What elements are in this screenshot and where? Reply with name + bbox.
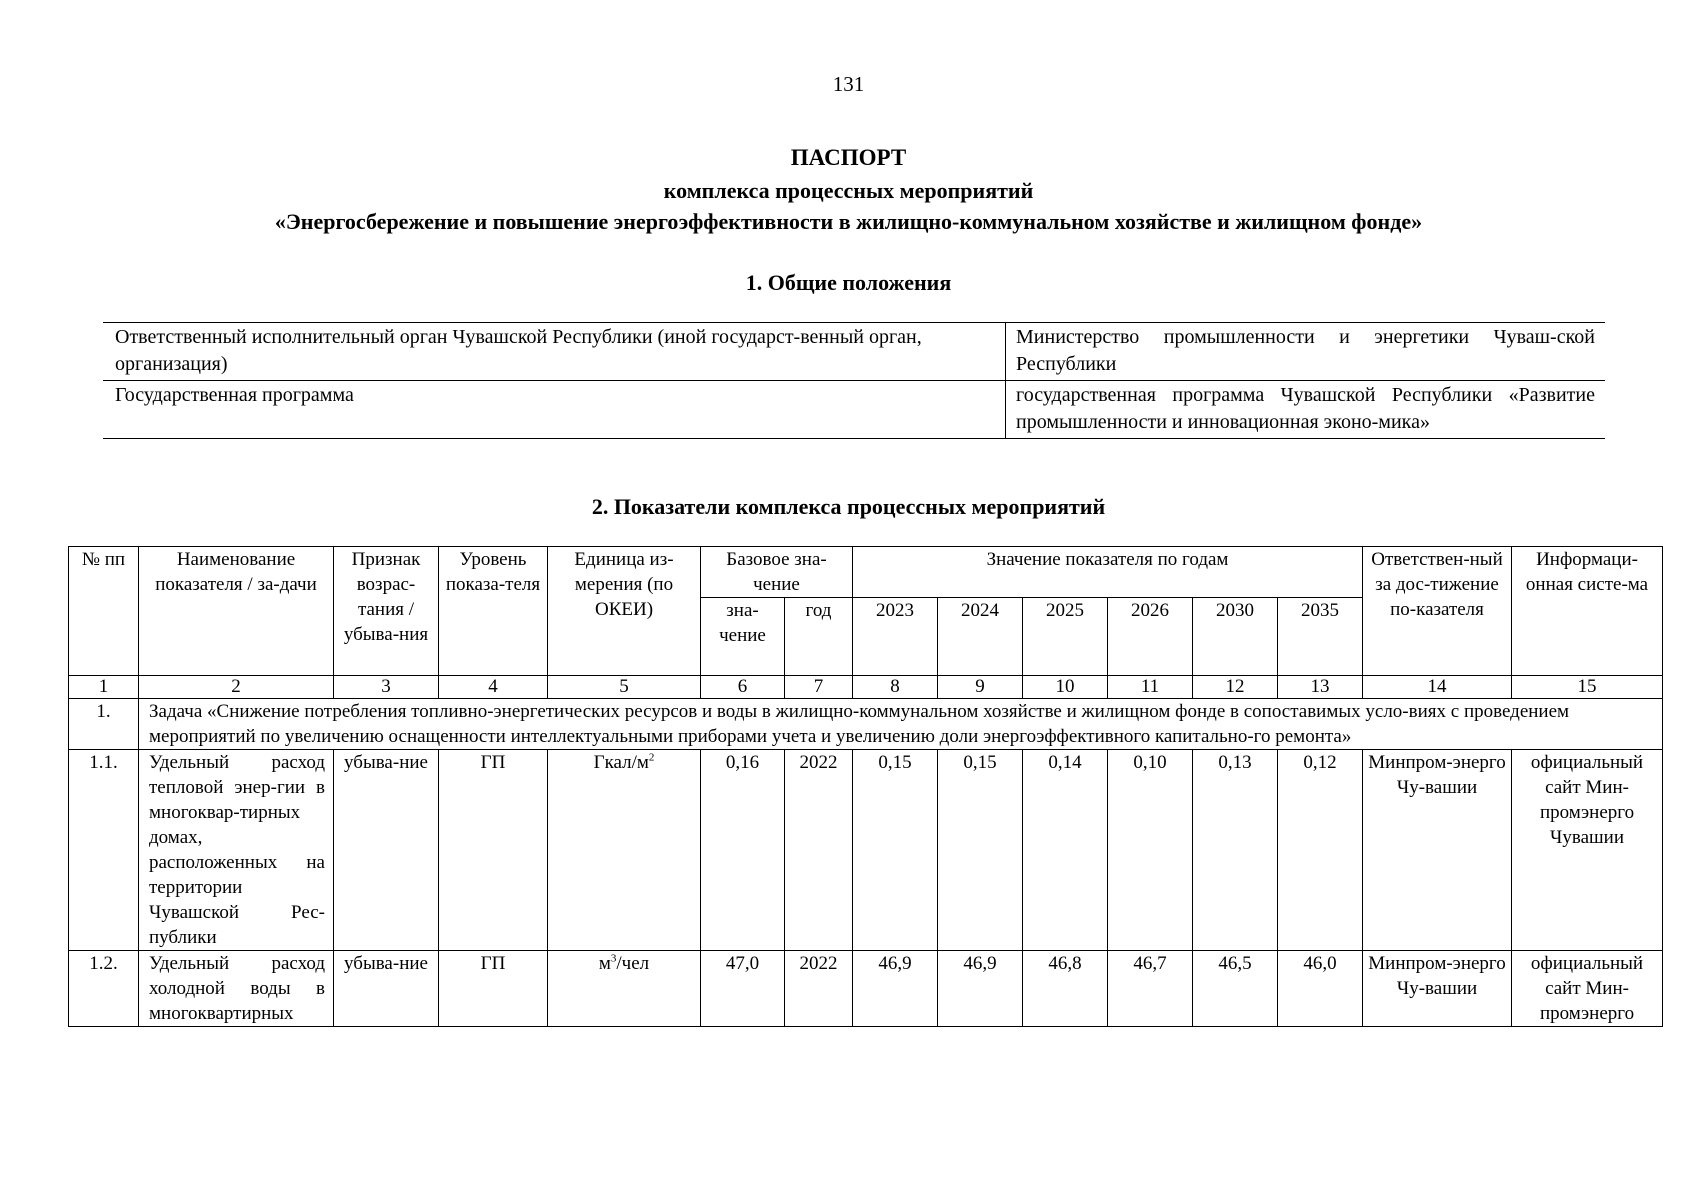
header-years-group: Значение показателя по годам xyxy=(853,547,1363,598)
indicator-name: Удельный расход тепловой энер-гии в многоквар-тирных домах, расположенных на территории Чувашской Рес-публики xyxy=(139,750,334,951)
column-number: 4 xyxy=(439,676,548,699)
column-number: 8 xyxy=(853,676,938,699)
indicator-sign: убыва-ние xyxy=(334,750,439,951)
indicator-base-value: 47,0 xyxy=(701,951,785,1027)
indicator-level: ГП xyxy=(439,750,548,951)
header-row xyxy=(69,547,1663,598)
column-number: 13 xyxy=(1278,676,1363,699)
indicator-sign: убыва-ние xyxy=(334,951,439,1027)
column-number: 3 xyxy=(334,676,439,699)
indicator-unit xyxy=(548,951,701,1027)
row-label: Государственная программа xyxy=(103,381,1006,439)
indicator-value: 46,5 xyxy=(1193,951,1278,1027)
unit-suffix: /чел xyxy=(616,953,650,974)
header-year: 2024 xyxy=(938,598,1023,676)
indicator-info-system: официальный сайт Мин-промэнерго Чувашии xyxy=(1512,750,1663,951)
general-provisions-table xyxy=(103,322,1605,439)
header-responsible: Ответствен-ный за дос-тижение по-казателя xyxy=(1363,547,1512,676)
header-year: 2023 xyxy=(853,598,938,676)
column-number: 11 xyxy=(1108,676,1193,699)
indicator-value: 46,9 xyxy=(938,951,1023,1027)
table-row xyxy=(103,381,1605,439)
header-year: 2026 xyxy=(1108,598,1193,676)
header-info-system: Информаци-онная систе-ма xyxy=(1512,547,1663,676)
column-number: 7 xyxy=(785,676,853,699)
indicator-unit xyxy=(548,750,701,951)
unit-base: м xyxy=(598,953,611,974)
page-number: 131 xyxy=(832,72,865,96)
table-row xyxy=(69,750,1663,951)
task-text: Задача «Снижение потребления топливно-энергетических ресурсов и воды в жилищно-коммунальном хозяйстве и жилищном фонде в сопоставимых усло-виях с проведением мероприятий по увеличению оснащенности интеллектуальными приборами учета и увеличению доли энергоэффективного капитально-го ремонта» xyxy=(139,699,1663,750)
header-year: 2025 xyxy=(1023,598,1108,676)
header-name: Наименование показателя / за-дачи xyxy=(139,547,334,676)
document-subtitle: комплекса процессных мероприятий xyxy=(663,178,1034,203)
indicator-value: 46,7 xyxy=(1108,951,1193,1027)
indicator-value: 0,13 xyxy=(1193,750,1278,951)
indicator-num: 1.1. xyxy=(69,750,139,951)
column-number: 1 xyxy=(69,676,139,699)
indicator-value: 0,15 xyxy=(938,750,1023,951)
row-value: государственная программа Чувашской Республики «Развитие промышленности и инновационная эконо-мика» xyxy=(1006,381,1606,439)
document-title: ПАСПОРТ xyxy=(790,145,907,170)
header-year: 2030 xyxy=(1193,598,1278,676)
column-number: 14 xyxy=(1363,676,1512,699)
section1-heading: 1. Общие положения xyxy=(745,270,952,295)
indicator-base-year: 2022 xyxy=(785,951,853,1027)
header-year: 2035 xyxy=(1278,598,1363,676)
column-number: 15 xyxy=(1512,676,1663,699)
indicator-base-year: 2022 xyxy=(785,750,853,951)
column-number: 5 xyxy=(548,676,701,699)
header-num: № пп xyxy=(69,547,139,676)
unit-superscript: 2 xyxy=(648,751,655,764)
indicator-level: ГП xyxy=(439,951,548,1027)
indicator-value: 0,15 xyxy=(853,750,938,951)
unit-superscript: 3 xyxy=(610,952,617,965)
indicator-value: 0,14 xyxy=(1023,750,1108,951)
indicator-responsible: Минпром-энерго Чу-вашии xyxy=(1363,750,1512,951)
row-value: Министерство промышленности и энергетики Чуваш-ской Республики xyxy=(1006,323,1606,381)
indicator-value: 0,10 xyxy=(1108,750,1193,951)
table-row xyxy=(69,951,1663,1027)
section2-heading: 2. Показатели комплекса процессных мероприятий xyxy=(591,494,1106,519)
indicator-name: Удельный расход холодной воды в многоквартирных xyxy=(139,951,334,1027)
indicator-value: 46,0 xyxy=(1278,951,1363,1027)
header-unit: Единица из-мерения (по ОКЕИ) xyxy=(548,547,701,676)
column-number: 9 xyxy=(938,676,1023,699)
header-base: Базовое зна-чение xyxy=(701,547,853,598)
task-num: 1. xyxy=(69,699,139,750)
indicator-value: 46,9 xyxy=(853,951,938,1027)
complex-name: «Энергосбережение и повышение энергоэффективности в жилищно-коммунальном хозяйстве и жилищном фонде» xyxy=(274,209,1423,234)
indicator-value: 46,8 xyxy=(1023,951,1108,1027)
column-number: 12 xyxy=(1193,676,1278,699)
indicator-value: 0,12 xyxy=(1278,750,1363,951)
header-level: Уровень показа-теля xyxy=(439,547,548,676)
column-number: 2 xyxy=(139,676,334,699)
row-label: Ответственный исполнительный орган Чувашской Республики (иной государст-венный орган, организация) xyxy=(103,323,1006,381)
indicator-base-value: 0,16 xyxy=(701,750,785,951)
header-base-value: зна-чение xyxy=(701,598,785,676)
indicator-num: 1.2. xyxy=(69,951,139,1027)
indicator-info-system: официальный сайт Мин-промэнерго xyxy=(1512,951,1663,1027)
indicator-responsible: Минпром-энерго Чу-вашии xyxy=(1363,951,1512,1027)
indicators-table xyxy=(68,546,1663,1027)
table-row xyxy=(103,323,1605,381)
header-base-year: год xyxy=(785,598,853,676)
column-number: 6 xyxy=(701,676,785,699)
column-numbers-row xyxy=(69,676,1663,699)
column-number: 10 xyxy=(1023,676,1108,699)
task-row xyxy=(69,699,1663,750)
unit-base: Гкал/м xyxy=(593,752,649,773)
header-sign: Признак возрас-тания / убыва-ния xyxy=(334,547,439,676)
